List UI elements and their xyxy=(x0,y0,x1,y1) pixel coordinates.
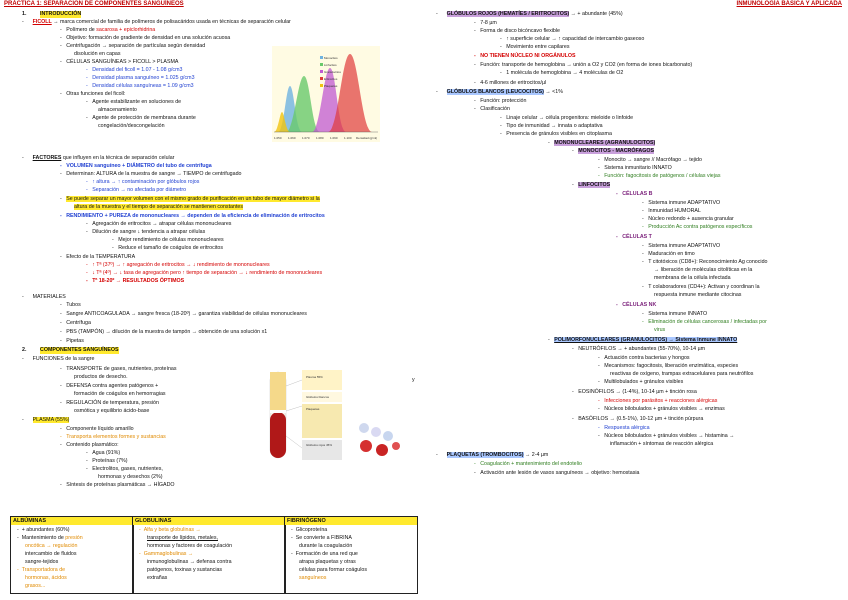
gb-heading: - GLÓBULOS BLANCOS (LEUCOCITOS) → <1% xyxy=(436,89,563,95)
globulinas-box xyxy=(132,516,286,594)
text: hormonas y desechos (2%) xyxy=(98,474,163,480)
bullet: - Movimiento entre capilares xyxy=(500,44,570,50)
bullet: - Eliminación de células cancerosas / infectadas por xyxy=(642,319,767,325)
bullet: - Tipo de inmunidad → innata o adaptativa xyxy=(500,123,603,129)
legend-granulocitos: Granulocitos xyxy=(324,70,341,74)
text: productos de desecho. xyxy=(74,374,128,380)
text: virus xyxy=(654,327,666,333)
neu-heading: - NEUTRÓFILOS → + abundantes (55-70%), 10-14 µm xyxy=(572,346,706,352)
bullet: - Multilobulados + gránulos visibles xyxy=(598,379,684,385)
tube-label: Plaquetas xyxy=(306,407,320,411)
bullet: - Respuesta alérgica xyxy=(598,425,650,431)
bullet: - Gammaglobulinas → xyxy=(139,551,194,557)
bullet: - PBS (TAMPÓN) → dilución de la muestra de tampón → obtención de una solución x1 xyxy=(60,329,268,335)
bullet: - Producción Ac contra patógenos específicos xyxy=(642,224,753,230)
albuminas-box xyxy=(10,516,134,594)
bullet: - TRANSPORTE de gases, nutrientes, proteínas xyxy=(60,366,177,372)
tube-label: Glóbulos rojos 45% xyxy=(306,443,333,447)
text: células para formar coágulos xyxy=(299,567,368,573)
bullet: - Función: transporte de hemoglobina → unión a O2 y CO2 (en forma de iones bicarbonato) xyxy=(474,62,693,68)
factores-line: - FACTORES que influyen en la técnica de separación celular xyxy=(22,155,175,161)
bullet: - Pipetas xyxy=(60,338,84,344)
cb-heading: - CÉLULAS B xyxy=(616,191,653,197)
text: grasos... xyxy=(25,583,46,589)
text: sanguíneos xyxy=(299,575,327,581)
bullet: - Inmunidad HUMORAL xyxy=(642,208,701,214)
bullet: - PLASMA (55%) xyxy=(22,417,70,423)
bullet: - Sistema inmune ADAPTATIVO xyxy=(642,200,721,206)
bullet: - ↑ Tª (37º) → ↑ agregación de eritrocitos → ↓ rendimiento de mononucleares xyxy=(86,262,270,268)
bullet: - Electrolitos, gases, nutrientes, xyxy=(86,466,163,472)
text: atrapa plaquetas y otras xyxy=(299,559,356,565)
bullet: - RENDIMIENTO + PUREZA de mononucleares → dependen de la eficiencia de eliminación de eritrocitos xyxy=(60,213,325,219)
text: oncótica → regulación xyxy=(25,543,78,549)
pla-heading: - PLAQUETAS (TROMBOCITOS) → 2-4 µm xyxy=(436,452,549,458)
text: membrana de la célula infectada xyxy=(654,275,731,281)
bullet: - VOLUMEN sanguíneo + DIÁMETRO del tubo de centrífuga xyxy=(60,163,212,169)
text: patógenos, toxinas y sustancias xyxy=(147,567,223,573)
bullet: - Forma de disco bicóncavo flexible xyxy=(474,28,560,34)
bullet: - Objetivo: formación de gradiente de densidad en una solución acuosa xyxy=(60,35,231,41)
text: reactivas de oxígeno, trampas extracelulares para neutrófilos xyxy=(610,371,754,377)
text: formación de coágulos en hemorragias xyxy=(74,391,166,397)
bullet: - Determinan: ALTURA de la muestra de sangre → TIEMPO de centrifugado xyxy=(60,171,242,177)
bullet: - Núcleo redondo + ausencia granular xyxy=(642,216,734,222)
text: sangre-tejidos xyxy=(25,559,59,565)
bullet: - Mejor rendimiento de células mononucleares xyxy=(112,237,224,243)
bullet: - Linaje celular → célula progenitora: mieloide o linfoide xyxy=(500,115,634,121)
bullet: - CÉLULAS SANGUÍNEAS > FICOLL > PLASMA xyxy=(60,59,179,65)
legend-eritrocitos: Eritrocitos xyxy=(324,77,338,81)
density-chart xyxy=(272,46,380,142)
bullet: - Alfa y beta globulinas → xyxy=(139,527,201,533)
density-item: - Densidad células sanguíneas = 1.09 g/cm3 xyxy=(86,83,194,89)
bullet: - Transporta elementos formes y sustancias xyxy=(60,434,166,440)
box-title: GLOBULINAS xyxy=(133,517,285,525)
bullet: - Tubos xyxy=(60,302,81,308)
bullet: - Centrífuga xyxy=(60,320,91,326)
section-number: 1. xyxy=(22,11,27,17)
linf-heading: - LINFOCITOS xyxy=(572,182,611,188)
tube-label: Plasma 55% xyxy=(306,375,323,379)
x-axis-label: Densidad (g/ml) xyxy=(356,136,378,140)
bullet: - Clasificación xyxy=(474,106,510,112)
page-title: PRÁCTICA 1: SEPARACIÓN DE COMPONENTES SANGUÍNEOS xyxy=(4,1,184,7)
bullet: - Función: protección xyxy=(474,98,527,104)
fibrinogeno-box xyxy=(284,516,418,594)
density-item: - Densidad del ficoll = 1.07 - 1.08 g/cm3 xyxy=(86,67,183,73)
section-title-components: COMPONENTES SANGUÍNEOS xyxy=(40,347,119,353)
density-item: - Densidad plasma sanguíneo = 1.025 g/cm3 xyxy=(86,75,195,81)
bullet: - Agente estabilizante en soluciones de xyxy=(86,99,182,105)
bullet: - MATERIALES xyxy=(22,294,66,300)
bullet: - Sistema inmunitario INNATO xyxy=(598,165,672,171)
text: → liberación de moléculas citolíticas en la xyxy=(654,267,753,273)
box-title: ALBÚMINAS xyxy=(11,517,133,525)
box-title: FIBRINÓGENO xyxy=(285,517,417,525)
bullet: - Coagulación + mantenimiento del endotelio xyxy=(474,461,582,467)
text: congelación/descongelación xyxy=(98,123,165,129)
section-title-intro: INTRODUCCIÓN xyxy=(40,11,82,17)
bullet: - Separación → no afectada por diámetro xyxy=(86,187,187,193)
bullet: - Glicoproteína xyxy=(291,527,328,533)
text: hormonas y factores de coagulación xyxy=(147,543,233,549)
bullet: - ↑ superficie celular → ↑ capacidad de intercambio gaseoso xyxy=(500,36,645,42)
bullet: - Dilución de sangre ↓ tendencia a atrapar células xyxy=(86,229,206,235)
tube-label: Glóbulos blancos xyxy=(306,395,330,399)
ct-heading: - CÉLULAS T xyxy=(616,234,652,240)
bullet: - Monocito → sangre // Macrófago → tejido xyxy=(598,157,702,163)
text: disolución en capas xyxy=(74,51,121,57)
bullet: - Maduración en timo xyxy=(642,251,695,257)
bullet: - REGULACIÓN de temperatura, presión xyxy=(60,400,159,406)
bullet: - 1 molécula de hemoglobina → 4 moléculas de O2 xyxy=(500,70,624,76)
bullet: - 7-8 µm xyxy=(474,20,497,26)
bullet: - T colaboradores (CD4+): Activan y coordinan la xyxy=(642,284,760,290)
bullet: - Síntesis de proteínas plasmáticas → HÍGADO xyxy=(60,482,175,488)
bullet: - DEFENSA contra agentes patógenos + xyxy=(60,383,159,389)
x-tick: 1.050 xyxy=(274,136,282,140)
blood-tube-illustration xyxy=(262,366,404,464)
x-tick: 1.080 xyxy=(316,136,324,140)
text: durante la coagulación xyxy=(299,543,353,549)
bullet: - Presencia de gránulos visibles en citoplasma xyxy=(500,131,612,137)
bullet: - T citotóxicos (CD8+): Reconocimiento Ag conocido xyxy=(642,259,768,265)
section-number: 2. xyxy=(22,347,27,353)
bullet: - Sistema inmune ADAPTATIVO xyxy=(642,243,721,249)
bullet: - Otras funciones del ficoll: xyxy=(60,91,126,97)
bas-heading: - BASÓFILOS → (0.5-1%), 10-12 µm + tinción púrpura xyxy=(572,416,704,422)
course-title: INMUNOLOGÍA BÁSICA Y APLICADA xyxy=(736,1,842,7)
bullet: - Transportadora de xyxy=(17,567,66,573)
text: extrañas xyxy=(147,575,168,581)
poli-heading: - POLIMORFONUCLEARES (GRANULOCITOS) → Sistema inmune INNATO xyxy=(548,337,738,343)
text: osmótica y equilibrio ácido-base xyxy=(74,408,150,414)
bullet: - Centrifugación → separación de partículas según densidad xyxy=(60,43,206,49)
bullet: - 4-6 millones de eritrocitos/µl xyxy=(474,80,547,86)
eos-heading: - EOSINÓFILOS → (1-4%), 10-14 µm + tinción rosa xyxy=(572,389,697,395)
x-tick: 1.100 xyxy=(344,136,352,140)
text: almacenamiento xyxy=(98,107,137,113)
bullet: - Efecto de la TEMPERATURA xyxy=(60,254,136,260)
bullet: - Tª 18-20º → RESULTADOS ÓPTIMOS xyxy=(86,278,185,284)
bullet: - Activación ante lesión de vasos sanguíneos → objetivo: hemostasia xyxy=(474,470,640,476)
x-tick: 1.070 xyxy=(302,136,310,140)
mono-heading: - MONONUCLEARES (AGRANULOCITOS) xyxy=(548,140,656,146)
bullet: - Formación de una red que xyxy=(291,551,358,557)
bullet: - Proteínas (7%) xyxy=(86,458,128,464)
bullet: - Mecanismos: fagocitosis, liberación enzimática, especies xyxy=(598,363,739,369)
bullet: - + abundantes (60%) xyxy=(17,527,70,533)
text: inmunoglobulinas → defensa contra xyxy=(147,559,232,565)
text: y xyxy=(412,377,415,383)
mm-heading: - MONOCITOS - MACRÓFAGOS xyxy=(572,148,655,154)
bullet: - Agregación de eritrocitos → atrapar células mononucleares xyxy=(86,221,232,227)
gr-heading: - GLÓBULOS ROJOS (HEMATÍES / ERITROCITOS) → + abundante (45%) xyxy=(436,11,623,17)
legend-plaquetas: Plaquetas xyxy=(324,84,338,88)
bullet: - FUNCIONES de la sangre xyxy=(22,356,95,362)
bullet: - ↓ Tª (4º) → ↓ tasa de agregación pero ↑ tiempo de separación → ↓ rendimiento de mononucleares xyxy=(86,270,323,276)
bullet: - Se convierte a FIBRINA xyxy=(291,535,352,541)
bullet: - Contenido plasmático: xyxy=(60,442,119,448)
bullet: - Función: fagocitosis de patógenos / células viejas xyxy=(598,173,721,179)
nk-heading: - CÉLULAS NK xyxy=(616,302,657,308)
legend-linfocitos: Linfocitos xyxy=(324,63,337,67)
bullet: - Reduce el tamaño de coágulos de eritrocitos xyxy=(112,245,224,251)
legend-monocitos: Monocitos xyxy=(324,56,338,60)
bullet: - Sangre ANTICOAGULADA → sangre fresca (18-20º) → garantiza viabilidad de células mononucleares xyxy=(60,311,307,317)
x-tick: 1.060 xyxy=(288,136,296,140)
bullet: - Agua (91%) xyxy=(86,450,121,456)
bullet: - Infecciones por parásitos + reacciones alérgicas xyxy=(598,398,718,404)
bullet: - Componente líquido amarillo xyxy=(60,426,134,432)
text: respuesta inmune mediante citocinas xyxy=(654,292,742,298)
bullet: - Núcleos bilobulados + gránulos visibles → histamina → xyxy=(598,433,735,439)
bullet: - Núcleos bilobulados + gránulos visibles → enzimas xyxy=(598,406,725,412)
text: transporte de lípidos, metales, xyxy=(147,535,218,541)
ficoll-line: - FICOLL → marca comercial de familia de polímeros de polisacáridos usada en técnicas de separación celular xyxy=(22,19,291,25)
bullet: - Agente de protección de membrana durante xyxy=(86,115,196,121)
text: intercambio de fluidos xyxy=(25,551,77,557)
bullet: - Sistema inmune INNATO xyxy=(642,311,708,317)
bullet: - Mantenimiento de presión xyxy=(17,535,83,541)
bullet: - Actuación contra bacterias y hongos xyxy=(598,355,690,361)
bullet: - ↑ altura → ↑ contaminación por glóbulos rojos xyxy=(86,179,200,185)
bullet: - NO TIENEN NÚCLEO NI ORGÁNULOS xyxy=(474,53,576,59)
text: hormonas, ácidos xyxy=(25,575,67,581)
x-tick: 1.090 xyxy=(330,136,338,140)
text: altura de la muestra y el tiempo de separación se mantienen constantes xyxy=(74,204,244,210)
bullet: - Polímero de sacarosa + epiclorhidrina xyxy=(60,27,156,33)
bullet: - Se puede separar un mayor volumen con el mismo grado de purificación en un tubo de mayor diámetro si la xyxy=(60,196,320,202)
text: inflamación + síntomas de reacción alérgica xyxy=(610,441,714,447)
